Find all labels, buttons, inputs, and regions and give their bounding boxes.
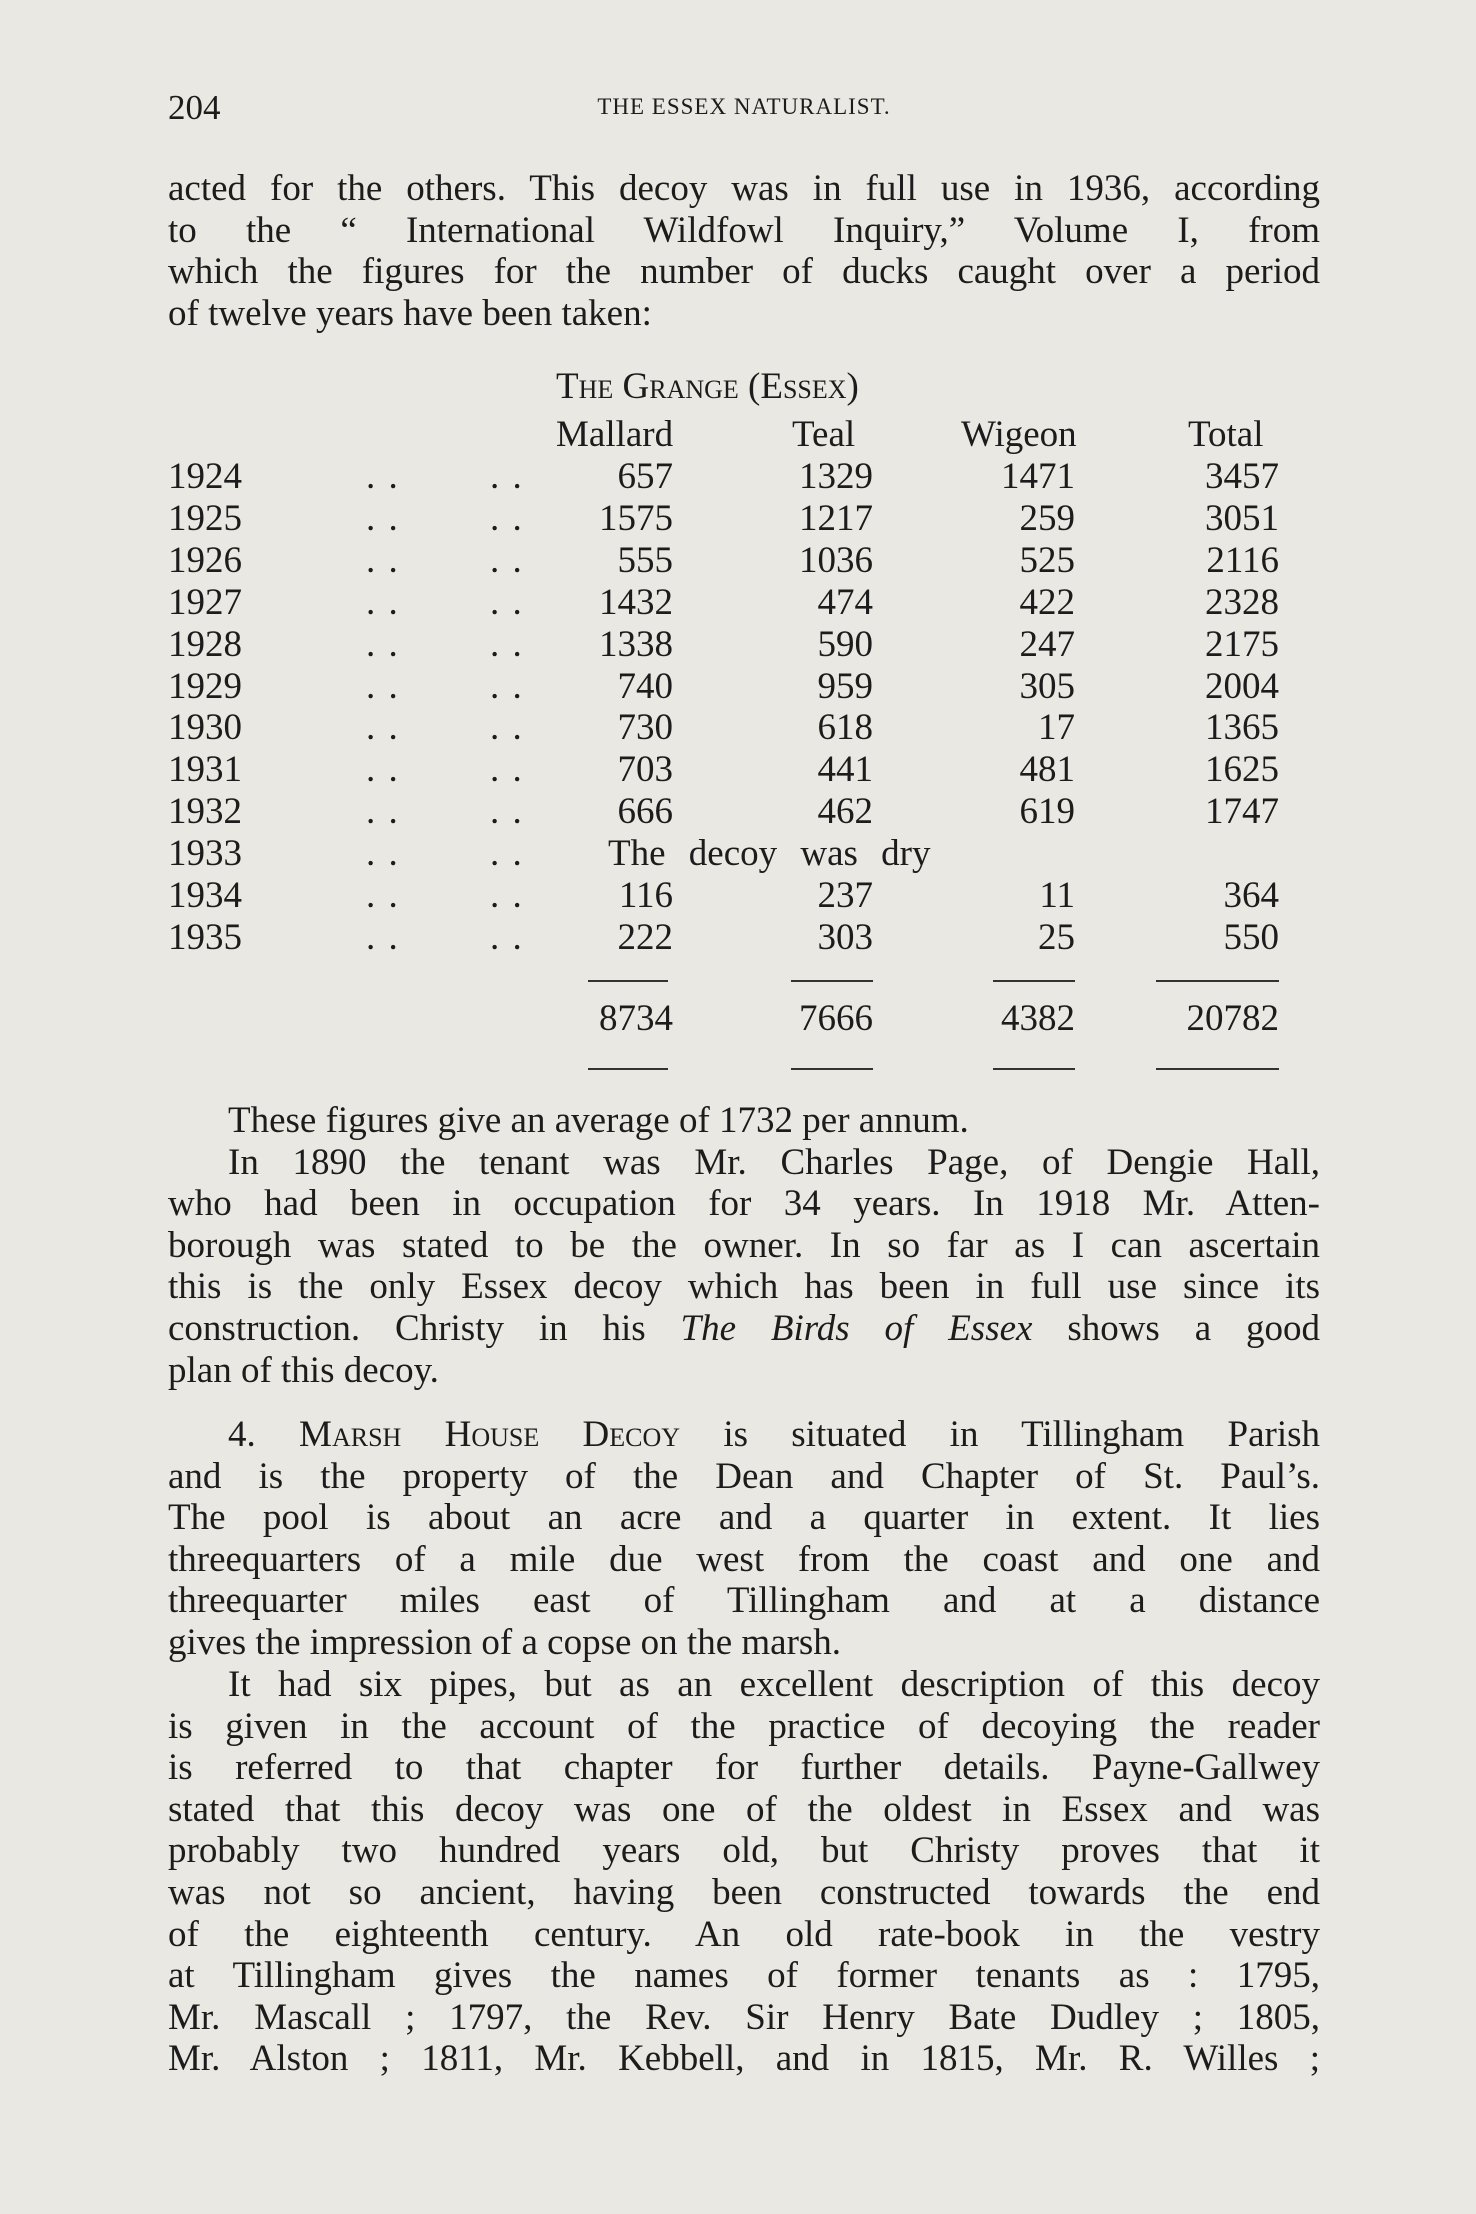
year-cell: 1934 <box>168 875 242 916</box>
intro-paragraph <box>168 168 1320 334</box>
table-row <box>168 455 1320 497</box>
teal-cell: 462 <box>817 791 873 833</box>
year-cell: 1933 <box>168 833 242 875</box>
year-cell: 1935 <box>168 916 242 958</box>
dot-leader: . . <box>366 833 400 875</box>
dot-leader: . . <box>490 497 524 539</box>
dot-leader: . . <box>490 539 524 581</box>
teal-cell: 237 <box>817 875 873 916</box>
teal-cell: 303 <box>817 916 873 958</box>
mallard-cell: 116 <box>618 875 673 916</box>
column-header-teal: Teal <box>792 414 856 455</box>
mallard-cell: 1338 <box>599 623 673 665</box>
year-cell: 1925 <box>168 497 242 539</box>
table-row <box>168 497 1320 539</box>
text-line: this is the only Essex decoy which has been in full use since its <box>168 1266 1320 1308</box>
column-header-wigeon: Wigeon <box>961 414 1077 455</box>
total-cell: 364 <box>1223 875 1279 916</box>
teal-cell: 1217 <box>799 497 873 539</box>
total-total: 20782 <box>1186 998 1279 1039</box>
dot-leader: . . <box>490 707 524 749</box>
text-line: was not so ancient, having been constructed towards the end <box>168 1871 1320 1913</box>
year-cell: 1924 <box>168 456 242 497</box>
wigeon-cell: 619 <box>1019 791 1075 833</box>
dot-leader: . . <box>490 623 524 665</box>
table-row <box>168 748 1320 790</box>
text-line: stated that this decoy was one of the oldest in Essex and was <box>168 1788 1320 1830</box>
text-line: threequarters of a mile due west from the coast and one and <box>168 1538 1320 1580</box>
book-title: The Birds of Essex <box>680 1307 1033 1349</box>
sum-rule <box>588 980 668 982</box>
text-line: In 1890 the tenant was Mr. Charles Page, of Dengie Hall, <box>228 1141 1320 1183</box>
mallard-total: 8734 <box>599 998 673 1039</box>
table-row <box>168 665 1320 707</box>
running-head: THE ESSEX NATURALIST. <box>597 94 891 119</box>
dot-leader: . . <box>490 875 524 916</box>
page-number: 204 <box>168 88 221 127</box>
text-line: Mr. Mascall ; 1797, the Rev. Sir Henry Bate Dudley ; 1805, <box>168 1996 1320 2038</box>
dot-leader: . . <box>366 665 400 707</box>
total-underline <box>993 1068 1075 1070</box>
text-line: and is the property of the Dean and Chapter of St. Paul’s. <box>168 1455 1320 1497</box>
total-cell: 2116 <box>1206 539 1279 581</box>
dot-leader: . . <box>490 581 524 623</box>
column-header-mallard: Mallard <box>556 414 674 455</box>
text-line: acted for the others. This decoy was in full use in 1936, according <box>168 168 1320 209</box>
averages-paragraph <box>168 1100 1320 1391</box>
mallard-cell: 1432 <box>599 581 673 623</box>
column-header-total: Total <box>1188 414 1264 455</box>
year-cell: 1926 <box>168 539 242 581</box>
dot-leader: . . <box>366 456 400 497</box>
dot-leader: . . <box>366 749 400 791</box>
text-line: borough was stated to be the owner. In so far as I can ascertain <box>168 1224 1320 1266</box>
total-underline <box>1156 1068 1279 1070</box>
text-line: of twelve years have been taken: <box>168 292 652 334</box>
wigeon-cell: 25 <box>1038 916 1075 958</box>
dot-leader: . . <box>366 623 400 665</box>
teal-cell: 441 <box>817 749 873 791</box>
teal-cell: 618 <box>817 707 873 749</box>
text-line: plan of this decoy. <box>168 1349 439 1391</box>
dot-leader: . . <box>366 539 400 581</box>
teal-cell: 474 <box>817 581 873 623</box>
year-cell: 1929 <box>168 665 242 707</box>
mallard-cell: 666 <box>617 791 673 833</box>
text-line: who had been in occupation for 34 years. In 1918 Mr. Atten- <box>168 1183 1320 1225</box>
year-cell: 1932 <box>168 791 242 833</box>
teal-total: 7666 <box>799 998 873 1039</box>
text-line: Mr. Alston ; 1811, Mr. Kebbell, and in 1815, Mr. R. Willes ; <box>168 2038 1320 2080</box>
wigeon-cell: 259 <box>1019 497 1075 539</box>
wigeon-cell: 1471 <box>1001 456 1075 497</box>
text-line <box>168 1308 1320 1350</box>
mallard-cell: 703 <box>617 749 673 791</box>
year-cell: 1931 <box>168 749 242 791</box>
text-line: to the “ International Wildfowl Inquiry,” Volume I, from <box>168 209 1320 251</box>
sum-rule <box>993 980 1075 982</box>
text-line: These figures give an average of 1732 per annum. <box>228 1100 969 1141</box>
wigeon-total: 4382 <box>1001 998 1075 1039</box>
mallard-cell: 222 <box>617 916 673 958</box>
total-cell: 1747 <box>1205 791 1279 833</box>
dot-leader: . . <box>490 833 524 875</box>
text-line: probably two hundred years old, but Christy proves that it <box>168 1830 1320 1872</box>
mallard-cell: 555 <box>617 539 673 581</box>
text-line: is referred to that chapter for further details. Payne-Gallwey <box>168 1747 1320 1789</box>
year-cell: 1928 <box>168 623 242 665</box>
text-line: which the figures for the number of ducks caught over a period <box>168 251 1320 293</box>
dot-leader: . . <box>366 707 400 749</box>
text-line: The pool is about an acre and a quarter in extent. It lies <box>168 1497 1320 1539</box>
wigeon-cell: 17 <box>1038 707 1075 749</box>
wigeon-cell: 422 <box>1019 581 1075 623</box>
dot-leader: . . <box>366 916 400 958</box>
page-header <box>168 88 1320 132</box>
total-cell: 2328 <box>1205 581 1279 623</box>
dot-leader: . . <box>366 581 400 623</box>
text-line: gives the impression of a copse on the marsh. <box>168 1621 842 1663</box>
wigeon-cell: 481 <box>1019 749 1075 791</box>
table-row <box>168 623 1320 665</box>
wigeon-cell: 11 <box>1039 875 1075 916</box>
total-underline <box>791 1068 873 1070</box>
table-row <box>168 916 1320 958</box>
table-row <box>168 874 1320 916</box>
note-cell: The decoy was dry <box>608 833 931 875</box>
total-cell: 3457 <box>1205 456 1279 497</box>
table-row <box>168 790 1320 832</box>
text-line: is given in the account of the practice of decoying the reader <box>168 1705 1320 1747</box>
sum-rule <box>1156 980 1279 982</box>
dot-leader: . . <box>366 791 400 833</box>
wigeon-cell: 247 <box>1019 623 1075 665</box>
section-heading: Marsh House Decoy <box>299 1414 681 1455</box>
text-line: threequarter miles east of Tillingham and at a distance <box>168 1580 1320 1622</box>
table-title: The Grange (Essex) <box>556 366 859 407</box>
mallard-cell: 740 <box>617 665 673 707</box>
year-cell: 1930 <box>168 707 242 749</box>
sum-rule <box>791 980 873 982</box>
dot-leader: . . <box>490 749 524 791</box>
dot-leader: . . <box>366 497 400 539</box>
dot-leader: . . <box>490 456 524 497</box>
text-line: of the eighteenth century. An old rate-book in the vestry <box>168 1913 1320 1955</box>
text-run: shows a good <box>1032 1307 1320 1349</box>
dot-leader: . . <box>490 791 524 833</box>
total-cell: 2004 <box>1205 665 1279 707</box>
table-row <box>168 706 1320 748</box>
text-line <box>168 1414 1320 1456</box>
teal-cell: 959 <box>817 665 873 707</box>
text-run: is situated in Tillingham Parish <box>680 1414 1320 1455</box>
dot-leader: . . <box>366 875 400 916</box>
wigeon-cell: 305 <box>1019 665 1075 707</box>
teal-cell: 1036 <box>799 539 873 581</box>
total-cell: 2175 <box>1205 623 1279 665</box>
marsh-house-paragraph <box>168 1414 1320 1664</box>
table-row <box>168 539 1320 581</box>
section-number: 4. <box>228 1414 256 1455</box>
year-cell: 1927 <box>168 581 242 623</box>
mallard-cell: 730 <box>617 707 673 749</box>
table-row <box>168 832 1320 874</box>
total-cell: 550 <box>1223 916 1279 958</box>
text-line: It had six pipes, but as an excellent description of this decoy <box>228 1664 1320 1705</box>
text-run: construction. Christy in his <box>168 1307 681 1349</box>
mallard-cell: 1575 <box>599 497 673 539</box>
wigeon-cell: 525 <box>1019 539 1075 581</box>
table-row <box>168 581 1320 623</box>
text-line: at Tillingham gives the names of former tenants as : 1795, <box>168 1955 1320 1997</box>
total-cell: 1625 <box>1205 749 1279 791</box>
total-underline <box>588 1068 668 1070</box>
total-cell: 3051 <box>1205 497 1279 539</box>
dot-leader: . . <box>490 916 524 958</box>
teal-cell: 1329 <box>799 456 873 497</box>
teal-cell: 590 <box>817 623 873 665</box>
total-cell: 1365 <box>1205 707 1279 749</box>
mallard-cell: 657 <box>617 456 673 497</box>
dot-leader: . . <box>490 665 524 707</box>
pipes-paragraph <box>168 1664 1320 2080</box>
